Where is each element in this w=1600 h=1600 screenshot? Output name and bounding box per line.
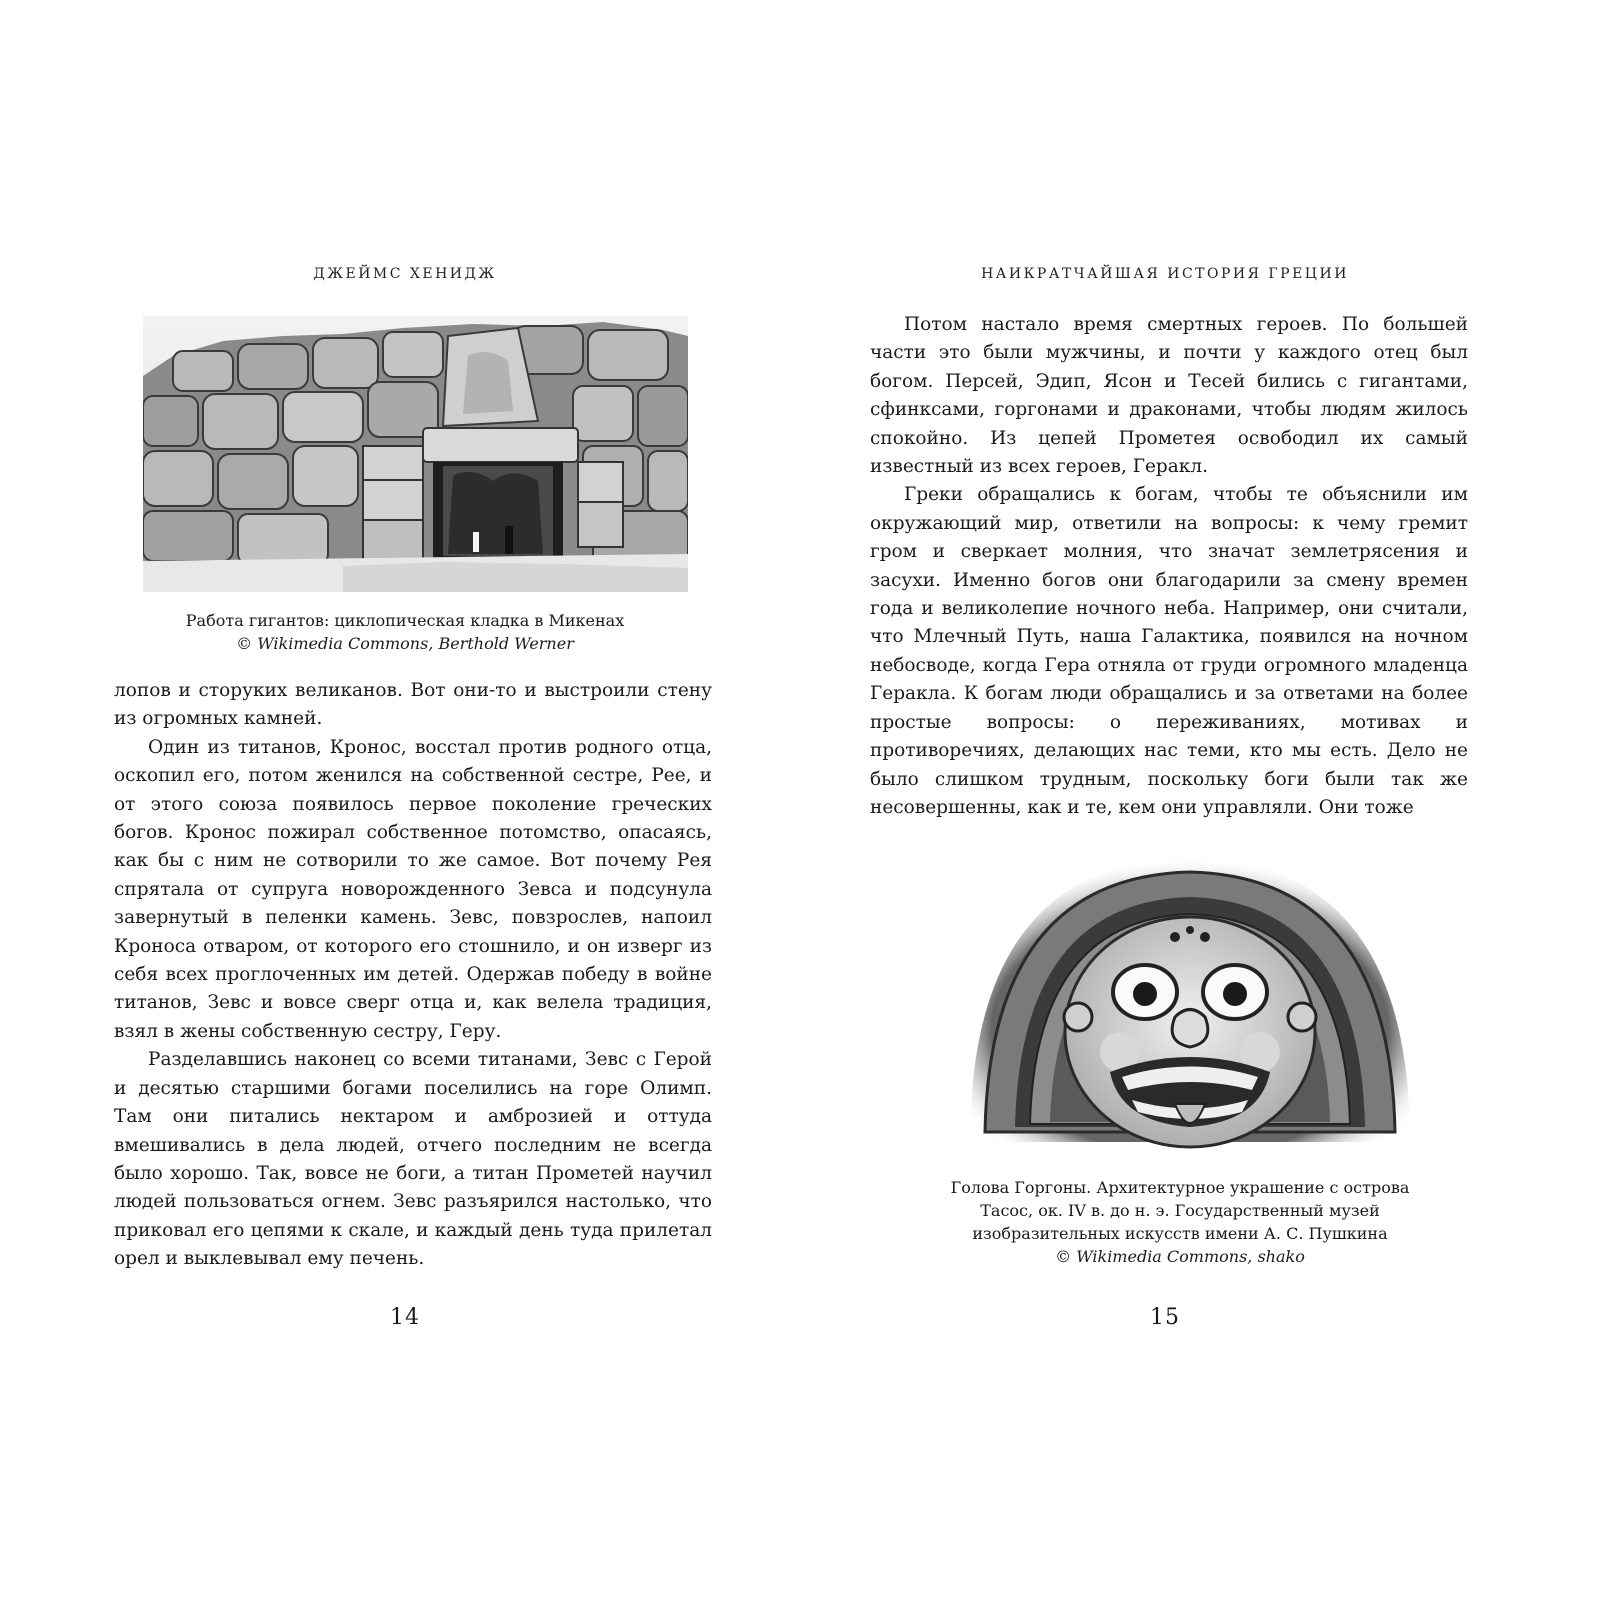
mycenae-photo-caption — [110, 609, 700, 655]
caption-text: Работа гигантов: циклопическая кладка в Микенах — [185, 611, 625, 630]
right-page — [800, 0, 1600, 1600]
gorgon-relief-illustration — [960, 842, 1420, 1162]
left-body-text — [114, 677, 712, 1274]
paragraph: Греки обращались к богам, чтобы те объяснили им окружающий мир, ответили на вопросы: к чему гремит гром и сверкает молния, что значат землетрясения и засухи. Именно богов они благодарили за смену времен года и великолепие ночного неба. Например, они считали, что Млечный Путь, наша Галактика, появился на ночном небосводе, когда Гера отняла от груди огромного младенца Геракла. К богам люди обращались и за ответами на более простые вопросы: о переживаниях, мотивах и противоречиях, делающих нас теми, кто мы есть. Дело не было слишком трудным, поскольку боги были так же несовершенны, как и те, кем они управляли. Они тоже — [870, 484, 1468, 818]
running-head-author: ДЖЕЙМС ХЕНИДЖ — [313, 266, 497, 282]
page-number-right: 15 — [1150, 1305, 1180, 1330]
caption-line: изобразительных искусств имени А. С. Пушкина — [972, 1224, 1388, 1243]
page-number-left: 14 — [390, 1305, 420, 1330]
mycenae-wall-photo — [143, 316, 688, 592]
caption-credit: © Wikimedia Commons, Berthold Werner — [236, 634, 574, 653]
caption-credit: © Wikimedia Commons, shako — [1055, 1247, 1305, 1266]
running-head-title: НАИКРАТЧАЙШАЯ ИСТОРИЯ ГРЕЦИИ — [981, 266, 1349, 282]
gorgon-photo-caption — [870, 1176, 1490, 1268]
paragraph: Разделавшись наконец со всеми титанами, Зевс с Герой и десятью старшими богами поселились на горе Олимп. Там они питались нектаром и амброзией и оттуда вмешивались в дела людей, отчего последним не всегда было хорошо. Так, вовсе не боги, а титан Прометей научил людей пользоваться огнем. Зевс разъярился настолько, что приковал его цепями к скале, и каждый день туда прилетал орел и выклевывал ему печень. — [114, 1049, 712, 1270]
caption-line: Голова Горгоны. Архитектурное украшение с острова — [950, 1178, 1410, 1197]
cyclopean-masonry-illustration — [143, 316, 688, 592]
caption-line: Тасос, ок. IV в. до н. э. Государственный музей — [980, 1201, 1380, 1220]
paragraph: Один из титанов, Кронос, восстал против родного отца, оскопил его, потом женился на собственной сестре, Рее, и от этого союза появилось первое поколение греческих богов. Кронос пожирал собственное потомство, опасаясь, как бы с ним не сотворили то же самое. Вот почему Рея спрятала от супруга новорожденного Зевса и подсунула завернутый в пеленки камень. Зевс, повзрослев, напоил Кроноса отваром, от которого его стошнило, и он изверг из себя всех проглоченных им детей. Одержав победу в войне титанов, Зевс и вовсе сверг отца и, как велела традиция, взял в жены собственную сестру, Геру. — [114, 736, 712, 1042]
paragraph: Потом настало время смертных героев. По большей части это были мужчины, и почти у каждого отец был богом. Персей, Эдип, Ясон и Тесей бились с гигантами, сфинксами, горгонами и драконами, чтобы людям жилось спокойно. Из цепей Прометея освободил их самый известный из всех героев, Геракл. — [870, 314, 1468, 478]
paragraph: лопов и сторуких великанов. Вот они-то и выстроили стену из огромных камней. — [114, 680, 712, 730]
right-body-text — [870, 311, 1468, 822]
gorgon-head-photo — [960, 842, 1420, 1162]
